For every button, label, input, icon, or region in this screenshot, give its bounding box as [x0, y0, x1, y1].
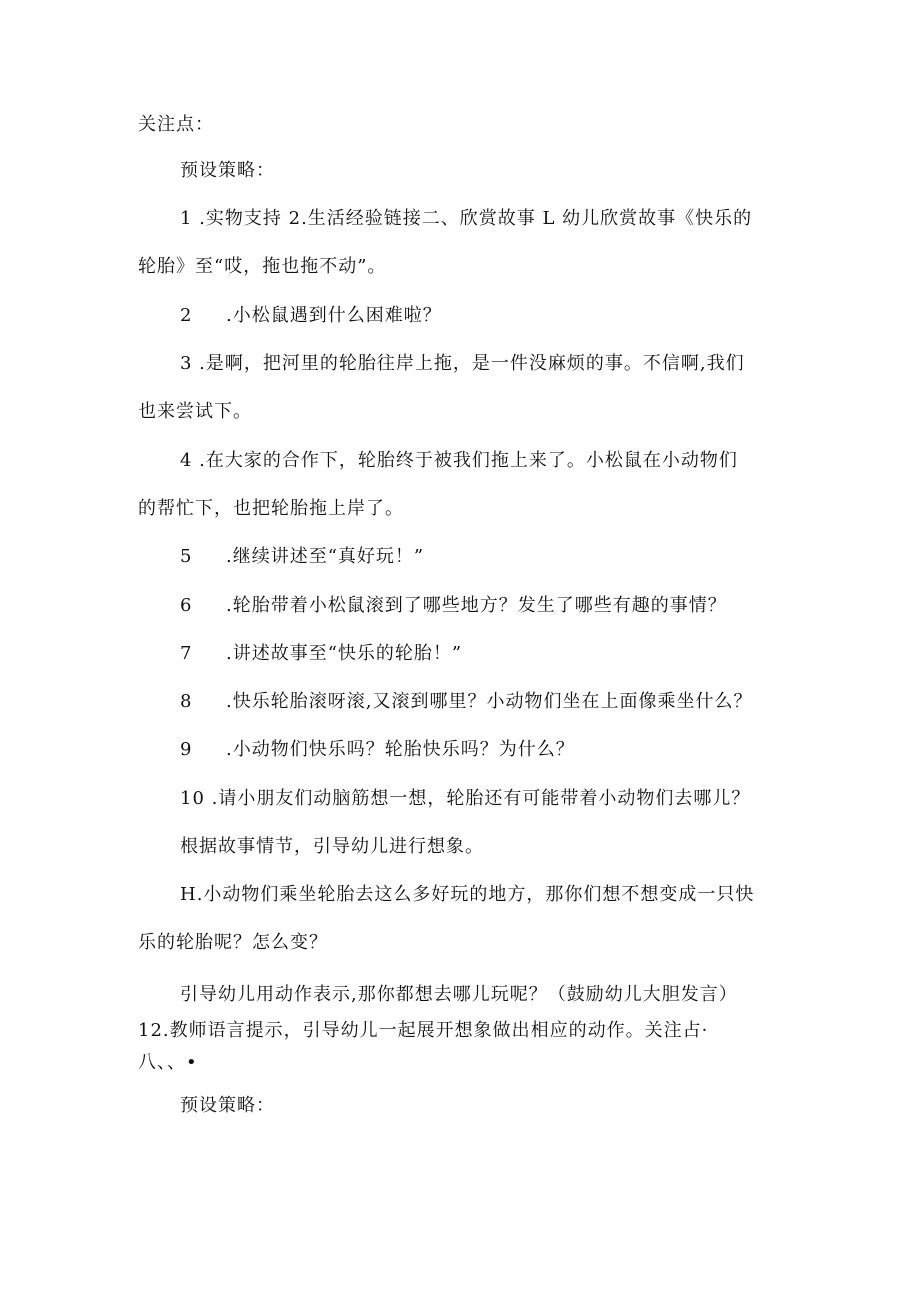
item-6-number: 6	[180, 595, 193, 616]
item-4-line-1: 4 .在大家的合作下，轮胎终于被我们拖上来了。小松鼠在小动物们	[180, 450, 738, 471]
item-12-line-2: 八、、•	[138, 1052, 198, 1073]
item-5	[180, 546, 424, 568]
item-8	[180, 691, 752, 713]
item-5-text: .继续讲述至“真好玩！”	[226, 546, 425, 567]
item-7-number: 7	[180, 643, 193, 664]
preset-strategy-heading: 预设策略：	[180, 160, 275, 181]
item-7-text: .讲述故事至“快乐的轮胎！”	[226, 643, 463, 664]
focus-points-heading: 关注点：	[138, 114, 214, 135]
item-11-guidance: 引导幼儿用动作表示,那你都想去哪儿玩呢？（鼓励幼儿大胆发言）	[180, 984, 738, 1005]
item-2-number: 2	[180, 305, 193, 326]
item-6-text: .轮胎带着小松鼠滚到了哪些地方？发生了哪些有趣的事情？	[226, 595, 727, 616]
item-9-number: 9	[180, 739, 193, 760]
item-11-line-1: H.小动物们乘坐轮胎去这么多好玩的地方，那你们想不想变成一只快	[180, 884, 755, 905]
item-1-line-2: 轮胎》至“哎，拖也拖不动”。	[138, 256, 387, 277]
item-2-text: .小松鼠遇到什么困难啦？	[226, 305, 442, 326]
item-3-line-1: 3 .是啊，把河里的轮胎往岸上拖，是一件没麻烦的事。不信啊,我们	[180, 353, 745, 374]
item-9	[180, 739, 575, 761]
item-4-line-2: 的帮忙下，也把轮胎拖上岸了。	[138, 498, 404, 519]
item-5-number: 5	[180, 546, 193, 567]
item-6	[180, 595, 727, 617]
item-8-text: .快乐轮胎滚呀滚,又滚到哪里？小动物们坐在上面像乘坐什么？	[226, 691, 753, 712]
item-2	[180, 305, 442, 327]
item-1-line-1: 1 .实物支持 2.生活经验链接二、欣赏故事 L 幼儿欣赏故事《快乐的	[180, 208, 753, 229]
item-9-text: .小动物们快乐吗？轮胎快乐吗？为什么？	[226, 739, 575, 760]
item-12-line-1: 12.教师语言提示，引导幼儿一起展开想象做出相应的动作。关注占·	[138, 1020, 709, 1041]
preset-strategy-heading-2: 预设策略：	[180, 1095, 275, 1116]
item-10-note: 根据故事情节，引导幼儿进行想象。	[180, 836, 484, 857]
item-11-line-2: 乐的轮胎呢？怎么变？	[138, 932, 328, 953]
item-8-number: 8	[180, 691, 193, 712]
item-3-line-2: 也来尝试下。	[138, 401, 252, 422]
item-10: 10 .请小朋友们动脑筋想一想，轮胎还有可能带着小动物们去哪儿？	[180, 788, 751, 809]
item-7	[180, 643, 462, 665]
